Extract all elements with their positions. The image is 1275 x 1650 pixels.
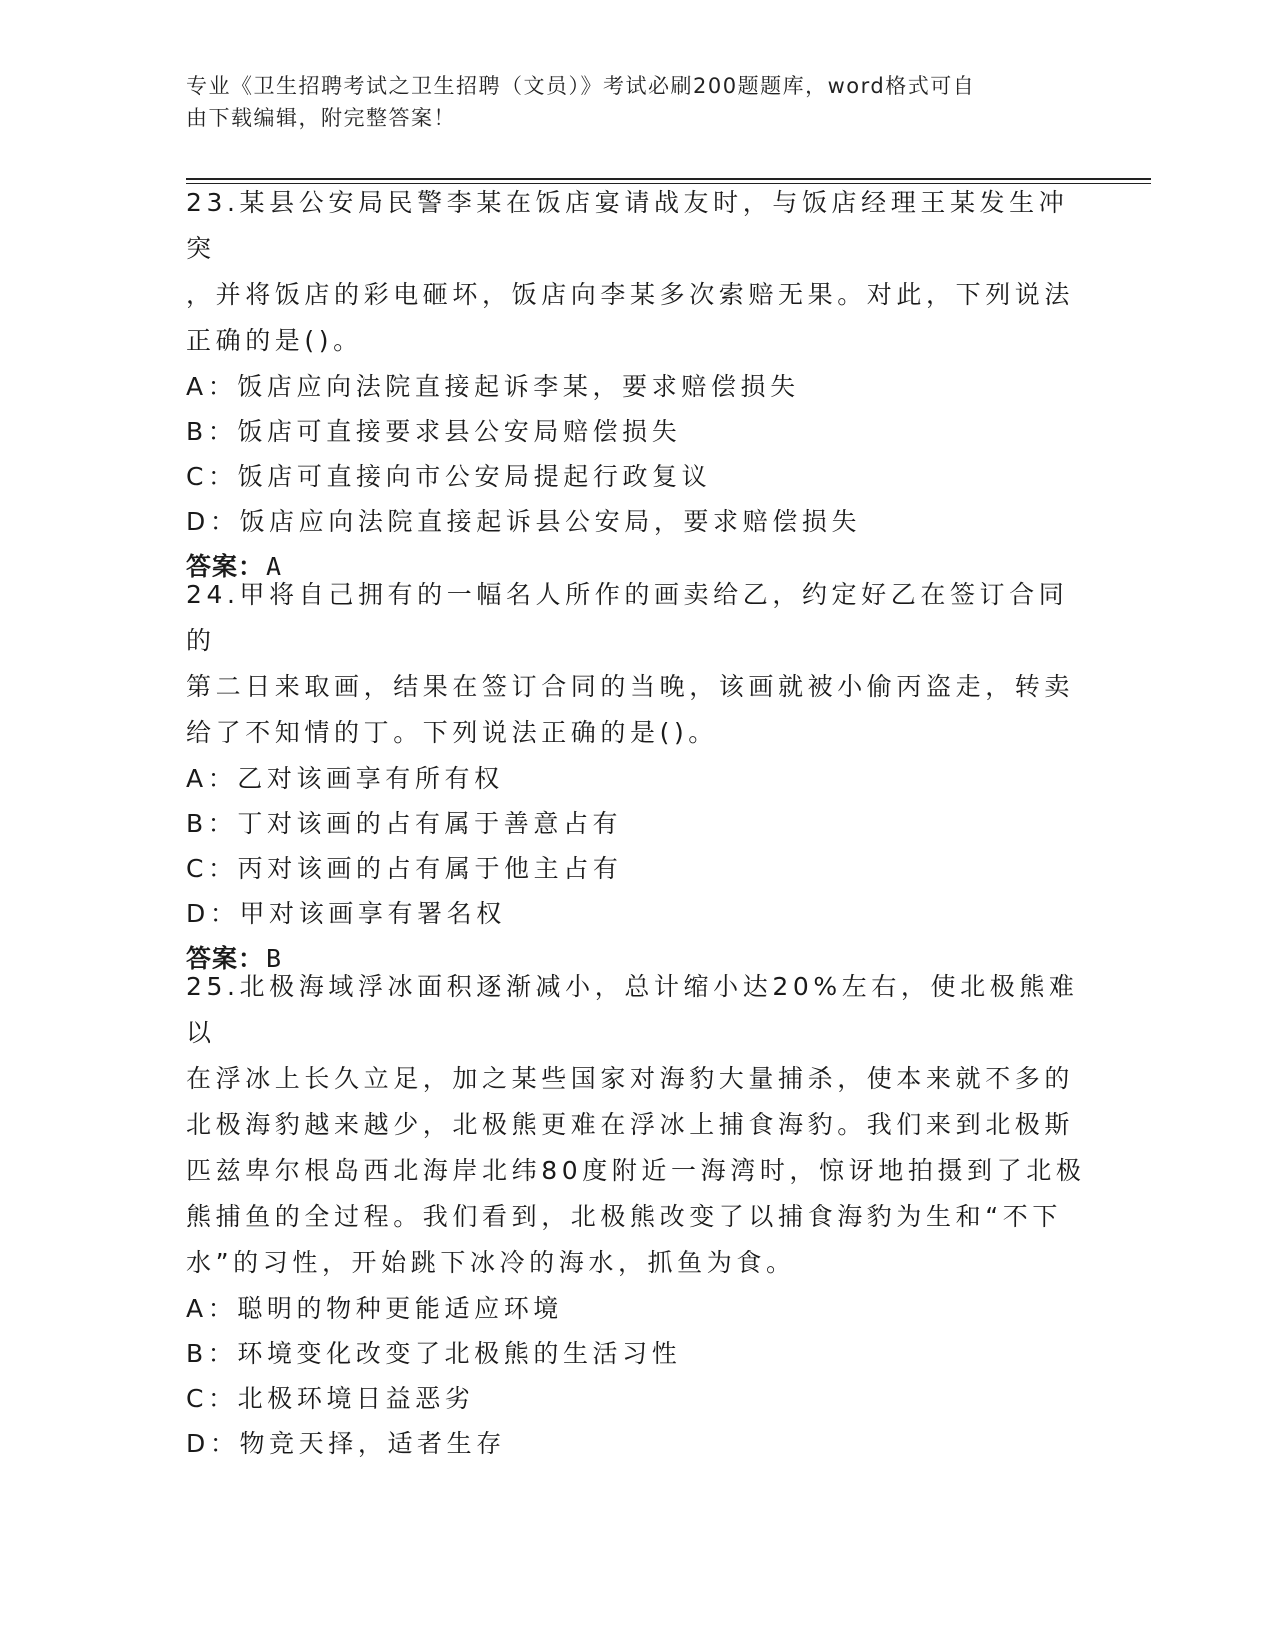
question-stem bbox=[186, 572, 1086, 756]
stem-line: 水”的习性，开始跳下冰冷的海水，抓鱼为食。 bbox=[186, 1248, 796, 1277]
stem-line: 正确的是()。 bbox=[186, 326, 363, 355]
stem-line: 匹兹卑尔根岛西北海岸北纬80度附近一海湾时，惊讶地拍摄到了北极 bbox=[186, 1156, 1086, 1185]
option-d: D：饭店应向法院直接起诉县公安局，要求赔偿损失 bbox=[186, 507, 862, 536]
answer-value: B bbox=[266, 944, 283, 973]
header-line-1: 专业《卫生招聘考试之卫生招聘（文员）》考试必刷200题题库，word格式可自 bbox=[186, 74, 976, 98]
answer-value: A bbox=[266, 552, 283, 581]
option-c: C：丙对该画的占有属于他主占有 bbox=[186, 854, 623, 883]
question-stem bbox=[186, 964, 1086, 1286]
option-a: A：聪明的物种更能适应环境 bbox=[186, 1294, 563, 1323]
option-c: C：北极环境日益恶劣 bbox=[186, 1384, 475, 1413]
answer-label: 答案： bbox=[186, 552, 265, 581]
stem-line: 第二日来取画，结果在签订合同的当晚，该画就被小偷丙盗走，转卖 bbox=[186, 672, 1075, 701]
option-a: A：饭店应向法院直接起诉李某，要求赔偿损失 bbox=[186, 372, 800, 401]
document-header bbox=[186, 70, 1066, 134]
stem-line: 25.北极海域浮冰面积逐渐减小，总计缩小达20%左右，使北极熊难以 bbox=[186, 972, 1079, 1047]
stem-line: 24.甲将自己拥有的一幅名人所作的画卖给乙，约定好乙在签订合同的 bbox=[186, 580, 1069, 655]
question-23 bbox=[186, 180, 1086, 590]
question-stem bbox=[186, 180, 1086, 364]
question-24 bbox=[186, 572, 1086, 982]
option-d: D：物竞天择，适者生存 bbox=[186, 1429, 506, 1458]
stem-line: 给了不知情的丁。下列说法正确的是()。 bbox=[186, 718, 718, 747]
stem-line: 熊捕鱼的全过程。我们看到，北极熊改变了以捕食海豹为生和“不下 bbox=[186, 1202, 1062, 1231]
stem-line: 北极海豹越来越少，北极熊更难在浮冰上捕食海豹。我们来到北极斯 bbox=[186, 1110, 1075, 1139]
option-a: A：乙对该画享有所有权 bbox=[186, 764, 504, 793]
option-b: B：环境变化改变了北极熊的生活习性 bbox=[186, 1339, 682, 1368]
option-b: B：饭店可直接要求县公安局赔偿损失 bbox=[186, 417, 682, 446]
stem-line: 在浮冰上长久立足，加之某些国家对海豹大量捕杀，使本来就不多的 bbox=[186, 1064, 1075, 1093]
option-d: D：甲对该画享有署名权 bbox=[186, 899, 506, 928]
answer-label: 答案： bbox=[186, 944, 265, 973]
option-c: C：饭店可直接向市公安局提起行政复议 bbox=[186, 462, 712, 491]
stem-line: 23.某县公安局民警李某在饭店宴请战友时，与饭店经理王某发生冲突 bbox=[186, 188, 1069, 263]
question-25 bbox=[186, 964, 1086, 1466]
header-line-2: 由下载编辑，附完整答案！ bbox=[186, 106, 456, 130]
stem-line: ，并将饭店的彩电砸坏，饭店向李某多次索赔无果。对此，下列说法 bbox=[186, 280, 1075, 309]
option-b: B：丁对该画的占有属于善意占有 bbox=[186, 809, 623, 838]
